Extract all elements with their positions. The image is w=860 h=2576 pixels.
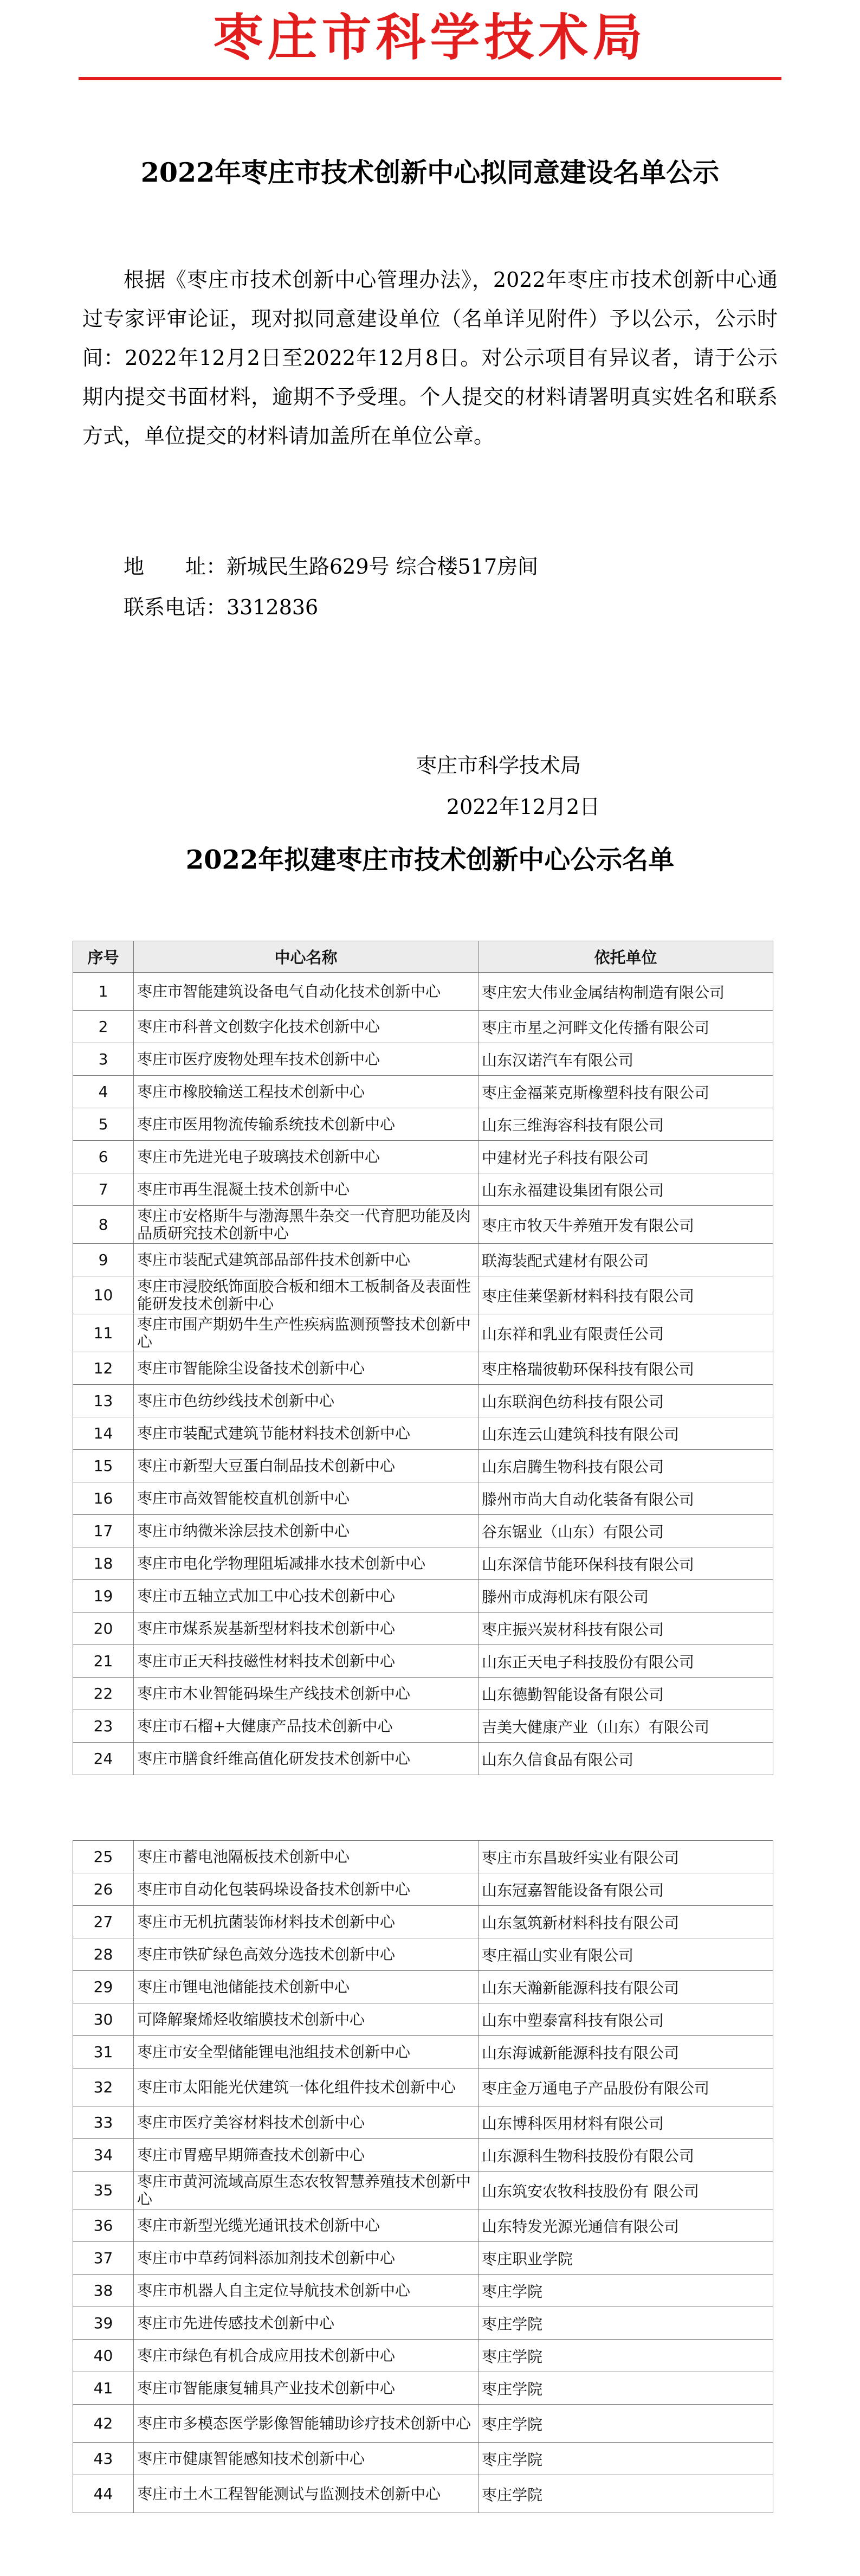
table-row	[73, 973, 773, 1011]
row-center-name: 枣庄市多模态医学影像智能辅助诊疗技术创新中心	[134, 2405, 479, 2443]
row-num: 29	[73, 1971, 134, 2003]
row-num: 5	[73, 1108, 134, 1141]
table-row	[73, 1580, 773, 1613]
row-center-name: 枣庄市科普文创数字化技术创新中心	[134, 1011, 479, 1043]
row-center-name: 枣庄市新型光缆光通讯技术创新中心	[134, 2209, 479, 2242]
row-num: 4	[73, 1076, 134, 1108]
row-org-name: 山东祥和乳业有限责任公司	[479, 1314, 773, 1352]
row-center-name: 枣庄市再生混凝土技术创新中心	[134, 1173, 479, 1206]
row-org-name: 山东中塑泰富科技有限公司	[479, 2003, 773, 2036]
row-center-name: 枣庄市围产期奶牛生产性疾病监测预警技术创新中心	[134, 1314, 479, 1352]
row-org-name: 山东博科医用材料有限公司	[479, 2106, 773, 2139]
row-org-name: 山东启腾生物科技有限公司	[479, 1450, 773, 1482]
row-num: 13	[73, 1385, 134, 1417]
table-row	[73, 1450, 773, 1482]
row-num: 10	[73, 1276, 134, 1314]
table-row	[73, 2475, 773, 2513]
row-num: 16	[73, 1482, 134, 1515]
row-org-name: 山东深信节能环保科技有限公司	[479, 1547, 773, 1580]
table-row	[73, 2275, 773, 2307]
row-center-name: 枣庄市安全型储能锂电池组技术创新中心	[134, 2036, 479, 2068]
table-row	[73, 1613, 773, 1645]
table-row	[73, 2139, 773, 2172]
table-row	[73, 2242, 773, 2275]
row-num: 3	[73, 1043, 134, 1076]
table-row	[73, 2209, 773, 2242]
row-center-name: 枣庄市土木工程智能测试与监测技术创新中心	[134, 2475, 479, 2513]
row-org-name: 谷东锯业（山东）有限公司	[479, 1515, 773, 1547]
signature-date: 2022年12月2日	[447, 795, 600, 819]
row-center-name: 枣庄市新型大豆蛋白制品技术创新中心	[134, 1450, 479, 1482]
row-center-name: 枣庄市无机抗菌装饰材料技术创新中心	[134, 1906, 479, 1938]
row-org-name: 山东海诚新能源科技有限公司	[479, 2036, 773, 2068]
row-num: 27	[73, 1906, 134, 1938]
row-org-name: 山东联润色纺科技有限公司	[479, 1385, 773, 1417]
row-center-name: 枣庄市煤系炭基新型材料技术创新中心	[134, 1613, 479, 1645]
header-num: 序号	[73, 941, 134, 973]
row-num: 42	[73, 2405, 134, 2443]
row-org-name: 枣庄学院	[479, 2443, 773, 2475]
row-num: 7	[73, 1173, 134, 1206]
row-center-name: 枣庄市绿色有机合成应用技术创新中心	[134, 2340, 479, 2372]
row-center-name: 枣庄市装配式建筑部品部件技术创新中心	[134, 1244, 479, 1276]
row-num: 20	[73, 1613, 134, 1645]
row-org-name: 枣庄金福莱克斯橡塑科技有限公司	[479, 1076, 773, 1108]
row-center-name: 枣庄市医用物流传输系统技术创新中心	[134, 1108, 479, 1141]
table-row	[73, 2172, 773, 2209]
table-row	[73, 2106, 773, 2139]
table-row	[73, 1076, 773, 1108]
row-num: 19	[73, 1580, 134, 1613]
row-num: 35	[73, 2172, 134, 2209]
body-paragraph: 根据《枣庄市技术创新中心管理办法》，2022年枣庄市技术创新中心通过专家评审论证，现对拟同意建设单位（名单详见附件）予以公示，公示时间：2022年12月2日至2022年12月8日。对公示项目有异议者，请于公示期内提交书面材料，逾期不予受理。个人提交的材料请署明真实姓名和联系方式，单位提交的材料请加盖所在单位公章。	[82, 268, 778, 448]
row-center-name: 枣庄市太阳能光伏建筑一体化组件技术创新中心	[134, 2068, 479, 2106]
table-row	[73, 1244, 773, 1276]
row-center-name: 枣庄市色纺纱线技术创新中心	[134, 1385, 479, 1417]
row-num: 25	[73, 1841, 134, 1873]
row-num: 2	[73, 1011, 134, 1043]
table-row	[73, 2372, 773, 2405]
row-org-name: 山东三维海容科技有限公司	[479, 1108, 773, 1141]
table-row	[73, 1482, 773, 1515]
table-row	[73, 1938, 773, 1971]
table-row	[73, 1678, 773, 1710]
row-center-name: 枣庄市木业智能码垛生产线技术创新中心	[134, 1678, 479, 1710]
table-row	[73, 1314, 773, 1352]
row-num: 6	[73, 1141, 134, 1173]
center-list-table-part1	[73, 941, 773, 1775]
row-num: 17	[73, 1515, 134, 1547]
row-num: 39	[73, 2307, 134, 2340]
row-center-name: 枣庄市纳微米涂层技术创新中心	[134, 1515, 479, 1547]
row-center-name: 枣庄市橡胶输送工程技术创新中心	[134, 1076, 479, 1108]
row-org-name: 滕州市尚大自动化装备有限公司	[479, 1482, 773, 1515]
row-org-name: 山东久信食品有限公司	[479, 1743, 773, 1775]
row-org-name: 枣庄学院	[479, 2405, 773, 2443]
row-center-name: 枣庄市高效智能校直机创新中心	[134, 1482, 479, 1515]
table-row	[73, 2405, 773, 2443]
row-org-name: 联海装配式建材有限公司	[479, 1244, 773, 1276]
body-text	[82, 260, 778, 455]
row-num: 11	[73, 1314, 134, 1352]
header-name: 中心名称	[134, 941, 479, 973]
table-row	[73, 1547, 773, 1580]
row-center-name: 枣庄市智能建筑设备电气自动化技术创新中心	[134, 973, 479, 1011]
row-center-name: 枣庄市黄河流域高原生态农牧智慧养殖技术创新中心	[134, 2172, 479, 2209]
row-org-name: 枣庄福山实业有限公司	[479, 1938, 773, 1971]
row-num: 32	[73, 2068, 134, 2106]
table-row	[73, 1352, 773, 1385]
row-center-name: 枣庄市膳食纤维高值化研发技术创新中心	[134, 1743, 479, 1775]
row-org-name: 中建材光子科技有限公司	[479, 1141, 773, 1173]
table-row	[73, 1906, 773, 1938]
row-num: 34	[73, 2139, 134, 2172]
row-org-name: 枣庄市牧天牛养殖开发有限公司	[479, 1206, 773, 1244]
row-org-name: 枣庄佳莱堡新材料科技有限公司	[479, 1276, 773, 1314]
row-org-name: 山东汉诺汽车有限公司	[479, 1043, 773, 1076]
row-num: 28	[73, 1938, 134, 1971]
address-line: 地 址：新城民生路629号 综合楼517房间	[124, 555, 539, 579]
table-row	[73, 1971, 773, 2003]
row-center-name: 枣庄市机器人自主定位导航技术创新中心	[134, 2275, 479, 2307]
row-num: 8	[73, 1206, 134, 1244]
row-org-name: 山东天瀚新能源科技有限公司	[479, 1971, 773, 2003]
row-org-name: 山东冠嘉智能设备有限公司	[479, 1873, 773, 1906]
table-row	[73, 2340, 773, 2372]
row-center-name: 枣庄市正天科技磁性材料技术创新中心	[134, 1645, 479, 1678]
row-center-name: 枣庄市浸胶纸饰面胶合板和细木工板制备及表面性能研发技术创新中心	[134, 1276, 479, 1314]
row-center-name: 枣庄市先进传感技术创新中心	[134, 2307, 479, 2340]
row-center-name: 枣庄市铁矿绿色高效分选技术创新中心	[134, 1938, 479, 1971]
row-num: 23	[73, 1710, 134, 1743]
row-num: 15	[73, 1450, 134, 1482]
row-num: 41	[73, 2372, 134, 2405]
table-body-part2	[73, 1841, 773, 2513]
table-row	[73, 1743, 773, 1775]
row-center-name: 可降解聚烯烃收缩膜技术创新中心	[134, 2003, 479, 2036]
row-org-name: 枣庄学院	[479, 2275, 773, 2307]
row-center-name: 枣庄市石榴+大健康产品技术创新中心	[134, 1710, 479, 1743]
signature-org: 枣庄市科学技术局	[416, 754, 581, 778]
row-center-name: 枣庄市健康智能感知技术创新中心	[134, 2443, 479, 2475]
table-row	[73, 1841, 773, 1873]
row-num: 44	[73, 2475, 134, 2513]
row-org-name: 山东连云山建筑科技有限公司	[479, 1417, 773, 1450]
row-org-name: 山东特发光源光通信有限公司	[479, 2209, 773, 2242]
row-org-name: 山东正天电子科技股份有限公司	[479, 1645, 773, 1678]
row-center-name: 枣庄市锂电池储能技术创新中心	[134, 1971, 479, 2003]
row-num: 18	[73, 1547, 134, 1580]
row-org-name: 山东源科生物科技股份有限公司	[479, 2139, 773, 2172]
row-org-name: 枣庄市星之河畔文化传播有限公司	[479, 1011, 773, 1043]
table-row	[73, 1385, 773, 1417]
row-num: 30	[73, 2003, 134, 2036]
phone-line: 联系电话：3312836	[124, 595, 319, 619]
table-row	[73, 1141, 773, 1173]
row-center-name: 枣庄市智能除尘设备技术创新中心	[134, 1352, 479, 1385]
row-org-name: 枣庄市东昌玻纤实业有限公司	[479, 1841, 773, 1873]
row-center-name: 枣庄市胃癌早期筛查技术创新中心	[134, 2139, 479, 2172]
table-row	[73, 1011, 773, 1043]
table-row	[73, 1710, 773, 1743]
row-center-name: 枣庄市医疗废物处理车技术创新中心	[134, 1043, 479, 1076]
row-org-name: 吉美大健康产业（山东）有限公司	[479, 1710, 773, 1743]
table-row	[73, 1276, 773, 1314]
table-row	[73, 1417, 773, 1450]
row-org-name: 滕州市成海机床有限公司	[479, 1580, 773, 1613]
row-org-name: 山东筑安农牧科技股份有 限公司	[479, 2172, 773, 2209]
row-org-name: 枣庄宏大伟业金属结构制造有限公司	[479, 973, 773, 1011]
row-center-name: 枣庄市智能康复辅具产业技术创新中心	[134, 2372, 479, 2405]
row-org-name: 枣庄学院	[479, 2475, 773, 2513]
table-row	[73, 2003, 773, 2036]
table-row	[73, 1206, 773, 1244]
document-title: 2022年枣庄市技术创新中心拟同意建设名单公示	[140, 157, 720, 188]
row-num: 14	[73, 1417, 134, 1450]
row-num: 1	[73, 973, 134, 1011]
row-center-name: 枣庄市五轴立式加工中心技术创新中心	[134, 1580, 479, 1613]
table-row	[73, 1043, 773, 1076]
row-org-name: 枣庄职业学院	[479, 2242, 773, 2275]
row-num: 36	[73, 2209, 134, 2242]
row-center-name: 枣庄市蓄电池隔板技术创新中心	[134, 1841, 479, 1873]
table-body-part1	[73, 973, 773, 1775]
table-row	[73, 1108, 773, 1141]
list-title: 2022年拟建枣庄市技术创新中心公示名单	[185, 845, 675, 875]
row-org-name: 枣庄振兴炭材科技有限公司	[479, 1613, 773, 1645]
table-row	[73, 1645, 773, 1678]
row-num: 21	[73, 1645, 134, 1678]
row-num: 37	[73, 2242, 134, 2275]
table-row	[73, 1873, 773, 1906]
center-list-table-part2	[73, 1840, 773, 2513]
table-row	[73, 1173, 773, 1206]
row-center-name: 枣庄市电化学物理阻垢减排水技术创新中心	[134, 1547, 479, 1580]
row-num: 33	[73, 2106, 134, 2139]
row-num: 24	[73, 1743, 134, 1775]
row-org-name: 枣庄学院	[479, 2307, 773, 2340]
row-num: 31	[73, 2036, 134, 2068]
table-row	[73, 2036, 773, 2068]
row-org-name: 枣庄学院	[479, 2372, 773, 2405]
table-header-row	[73, 941, 773, 973]
row-num: 43	[73, 2443, 134, 2475]
row-num: 12	[73, 1352, 134, 1385]
header-org: 依托单位	[479, 941, 773, 973]
table-row	[73, 2307, 773, 2340]
row-org-name: 山东德勤智能设备有限公司	[479, 1678, 773, 1710]
row-org-name: 枣庄格瑞彼勒环保科技有限公司	[479, 1352, 773, 1385]
row-org-name: 山东氢筑新材料科技有限公司	[479, 1906, 773, 1938]
letterhead-title: 枣庄市科学技术局	[213, 9, 647, 67]
row-org-name: 枣庄学院	[479, 2340, 773, 2372]
row-num: 26	[73, 1873, 134, 1906]
row-num: 38	[73, 2275, 134, 2307]
row-center-name: 枣庄市装配式建筑节能材料技术创新中心	[134, 1417, 479, 1450]
table-row	[73, 1515, 773, 1547]
row-org-name: 枣庄金万通电子产品股份有限公司	[479, 2068, 773, 2106]
row-center-name: 枣庄市自动化包装码垛设备技术创新中心	[134, 1873, 479, 1906]
table-row	[73, 2068, 773, 2106]
row-num: 9	[73, 1244, 134, 1276]
row-org-name: 山东永福建设集团有限公司	[479, 1173, 773, 1206]
row-center-name: 枣庄市医疗美容材料技术创新中心	[134, 2106, 479, 2139]
row-center-name: 枣庄市安格斯牛与渤海黑牛杂交一代育肥功能及肉品质研究技术创新中心	[134, 1206, 479, 1244]
letterhead-red-rule	[79, 77, 781, 80]
row-center-name: 枣庄市中草药饲料添加剂技术创新中心	[134, 2242, 479, 2275]
row-num: 40	[73, 2340, 134, 2372]
row-num: 22	[73, 1678, 134, 1710]
row-center-name: 枣庄市先进光电子玻璃技术创新中心	[134, 1141, 479, 1173]
table-row	[73, 2443, 773, 2475]
